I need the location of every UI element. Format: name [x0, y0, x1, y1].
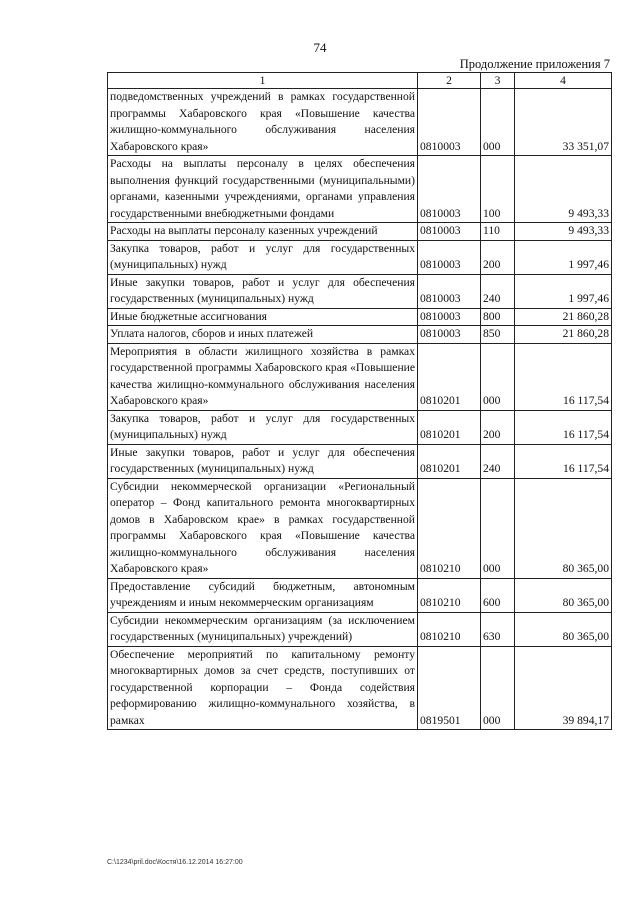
row-amount: 1 997,46	[515, 240, 612, 274]
row-type: 240	[481, 274, 515, 308]
row-amount: 9 493,33	[515, 223, 612, 241]
row-name: Расходы на выплаты персоналу в целях обеспечения выполнения функций государственными (муниципальными) органами, казенными учреждениями, органами управления государственными внебюджетными фондами	[108, 156, 418, 223]
row-type: 000	[481, 89, 515, 156]
row-amount: 1 997,46	[515, 274, 612, 308]
table-row	[108, 646, 612, 730]
row-code: 0810003	[418, 326, 481, 344]
row-code: 0810003	[418, 240, 481, 274]
row-code: 0810210	[418, 612, 481, 646]
row-name: Закупка товаров, работ и услуг для государственных (муниципальных) нужд	[108, 410, 418, 444]
row-name: Иные закупки товаров, работ и услуг для обеспечения государственных (муниципальных) нужд	[108, 274, 418, 308]
table-row	[108, 343, 612, 410]
table-row	[108, 478, 612, 578]
row-name: Иные закупки товаров, работ и услуг для обеспечения государственных (муниципальных) нужд	[108, 444, 418, 478]
table-row	[108, 89, 612, 156]
column-header-name: 1	[108, 73, 418, 89]
column-header-amount: 4	[515, 73, 612, 89]
row-name: Мероприятия в области жилищного хозяйства в рамках государственной программы Хабаровского края «Повышение качества жилищно-коммунального обслуживания населения Хабаровского края»	[108, 343, 418, 410]
table-header-row	[108, 73, 612, 89]
row-code: 0810003	[418, 89, 481, 156]
row-type: 850	[481, 326, 515, 344]
column-header-type: 3	[481, 73, 515, 89]
row-type: 000	[481, 646, 515, 730]
row-amount: 39 894,17	[515, 646, 612, 730]
row-amount: 16 117,54	[515, 343, 612, 410]
row-code: 0810201	[418, 343, 481, 410]
row-name: Расходы на выплаты персоналу казенных учреждений	[108, 223, 418, 241]
row-amount: 80 365,00	[515, 478, 612, 578]
row-name: Уплата налогов, сборов и иных платежей	[108, 326, 418, 344]
row-name: Закупка товаров, работ и услуг для государственных (муниципальных) нужд	[108, 240, 418, 274]
row-amount: 80 365,00	[515, 578, 612, 612]
row-code: 0810201	[418, 410, 481, 444]
row-amount: 21 860,28	[515, 308, 612, 326]
file-path-footer: C:\1234\pril.doc\Костя\16.12.2014 16:27:00	[107, 859, 243, 866]
row-type: 110	[481, 223, 515, 241]
row-code: 0819501	[418, 646, 481, 730]
row-name: подведомственных учреждений в рамках государственной программы Хабаровского края «Повышение качества жилищно-коммунального обслуживания населения Хабаровского края»	[108, 89, 418, 156]
row-type: 200	[481, 410, 515, 444]
row-type: 000	[481, 478, 515, 578]
table-row	[108, 274, 612, 308]
row-name: Иные бюджетные ассигнования	[108, 308, 418, 326]
row-name: Субсидии некоммерческой организации «Региональный оператор – Фонд капитального ремонта многоквартирных домов в Хабаровском крае» в рамках государственной программы Хабаровского края «Повышение качества жилищно-коммунального обслуживания населения Хабаровского края»	[108, 478, 418, 578]
row-code: 0810210	[418, 478, 481, 578]
table-row	[108, 326, 612, 344]
row-type: 200	[481, 240, 515, 274]
row-code: 0810201	[418, 444, 481, 478]
column-header-code: 2	[418, 73, 481, 89]
row-code: 0810003	[418, 274, 481, 308]
budget-table	[107, 72, 612, 730]
row-type: 000	[481, 343, 515, 410]
row-type: 800	[481, 308, 515, 326]
table-row	[108, 308, 612, 326]
row-code: 0810003	[418, 223, 481, 241]
row-amount: 16 117,54	[515, 410, 612, 444]
table-row	[108, 612, 612, 646]
row-amount: 16 117,54	[515, 444, 612, 478]
table-row	[108, 240, 612, 274]
row-code: 0810210	[418, 578, 481, 612]
table-row	[108, 156, 612, 223]
page-number: 74	[313, 40, 327, 55]
row-name: Предоставление субсидий бюджетным, автономным учреждениям и иным некоммерческим организациям	[108, 578, 418, 612]
row-amount: 80 365,00	[515, 612, 612, 646]
table-row	[108, 223, 612, 241]
table-row	[108, 410, 612, 444]
row-type: 630	[481, 612, 515, 646]
row-name: Субсидии некоммерческим организациям (за исключением государственных (муниципальных) учреждений)	[108, 612, 418, 646]
row-amount: 21 860,28	[515, 326, 612, 344]
row-name: Обеспечение мероприятий по капитальному ремонту многоквартирных домов за счет средств, поступивших от государственной корпорации – Фонда содействия реформированию жилищно-коммунального хозяйства, в рамках	[108, 646, 418, 730]
row-amount: 33 351,07	[515, 89, 612, 156]
table-row	[108, 444, 612, 478]
row-type: 600	[481, 578, 515, 612]
continuation-label: Продолжение приложения 7	[459, 57, 610, 71]
table-row	[108, 578, 612, 612]
row-type: 240	[481, 444, 515, 478]
row-code: 0810003	[418, 308, 481, 326]
row-amount: 9 493,33	[515, 156, 612, 223]
row-code: 0810003	[418, 156, 481, 223]
row-type: 100	[481, 156, 515, 223]
